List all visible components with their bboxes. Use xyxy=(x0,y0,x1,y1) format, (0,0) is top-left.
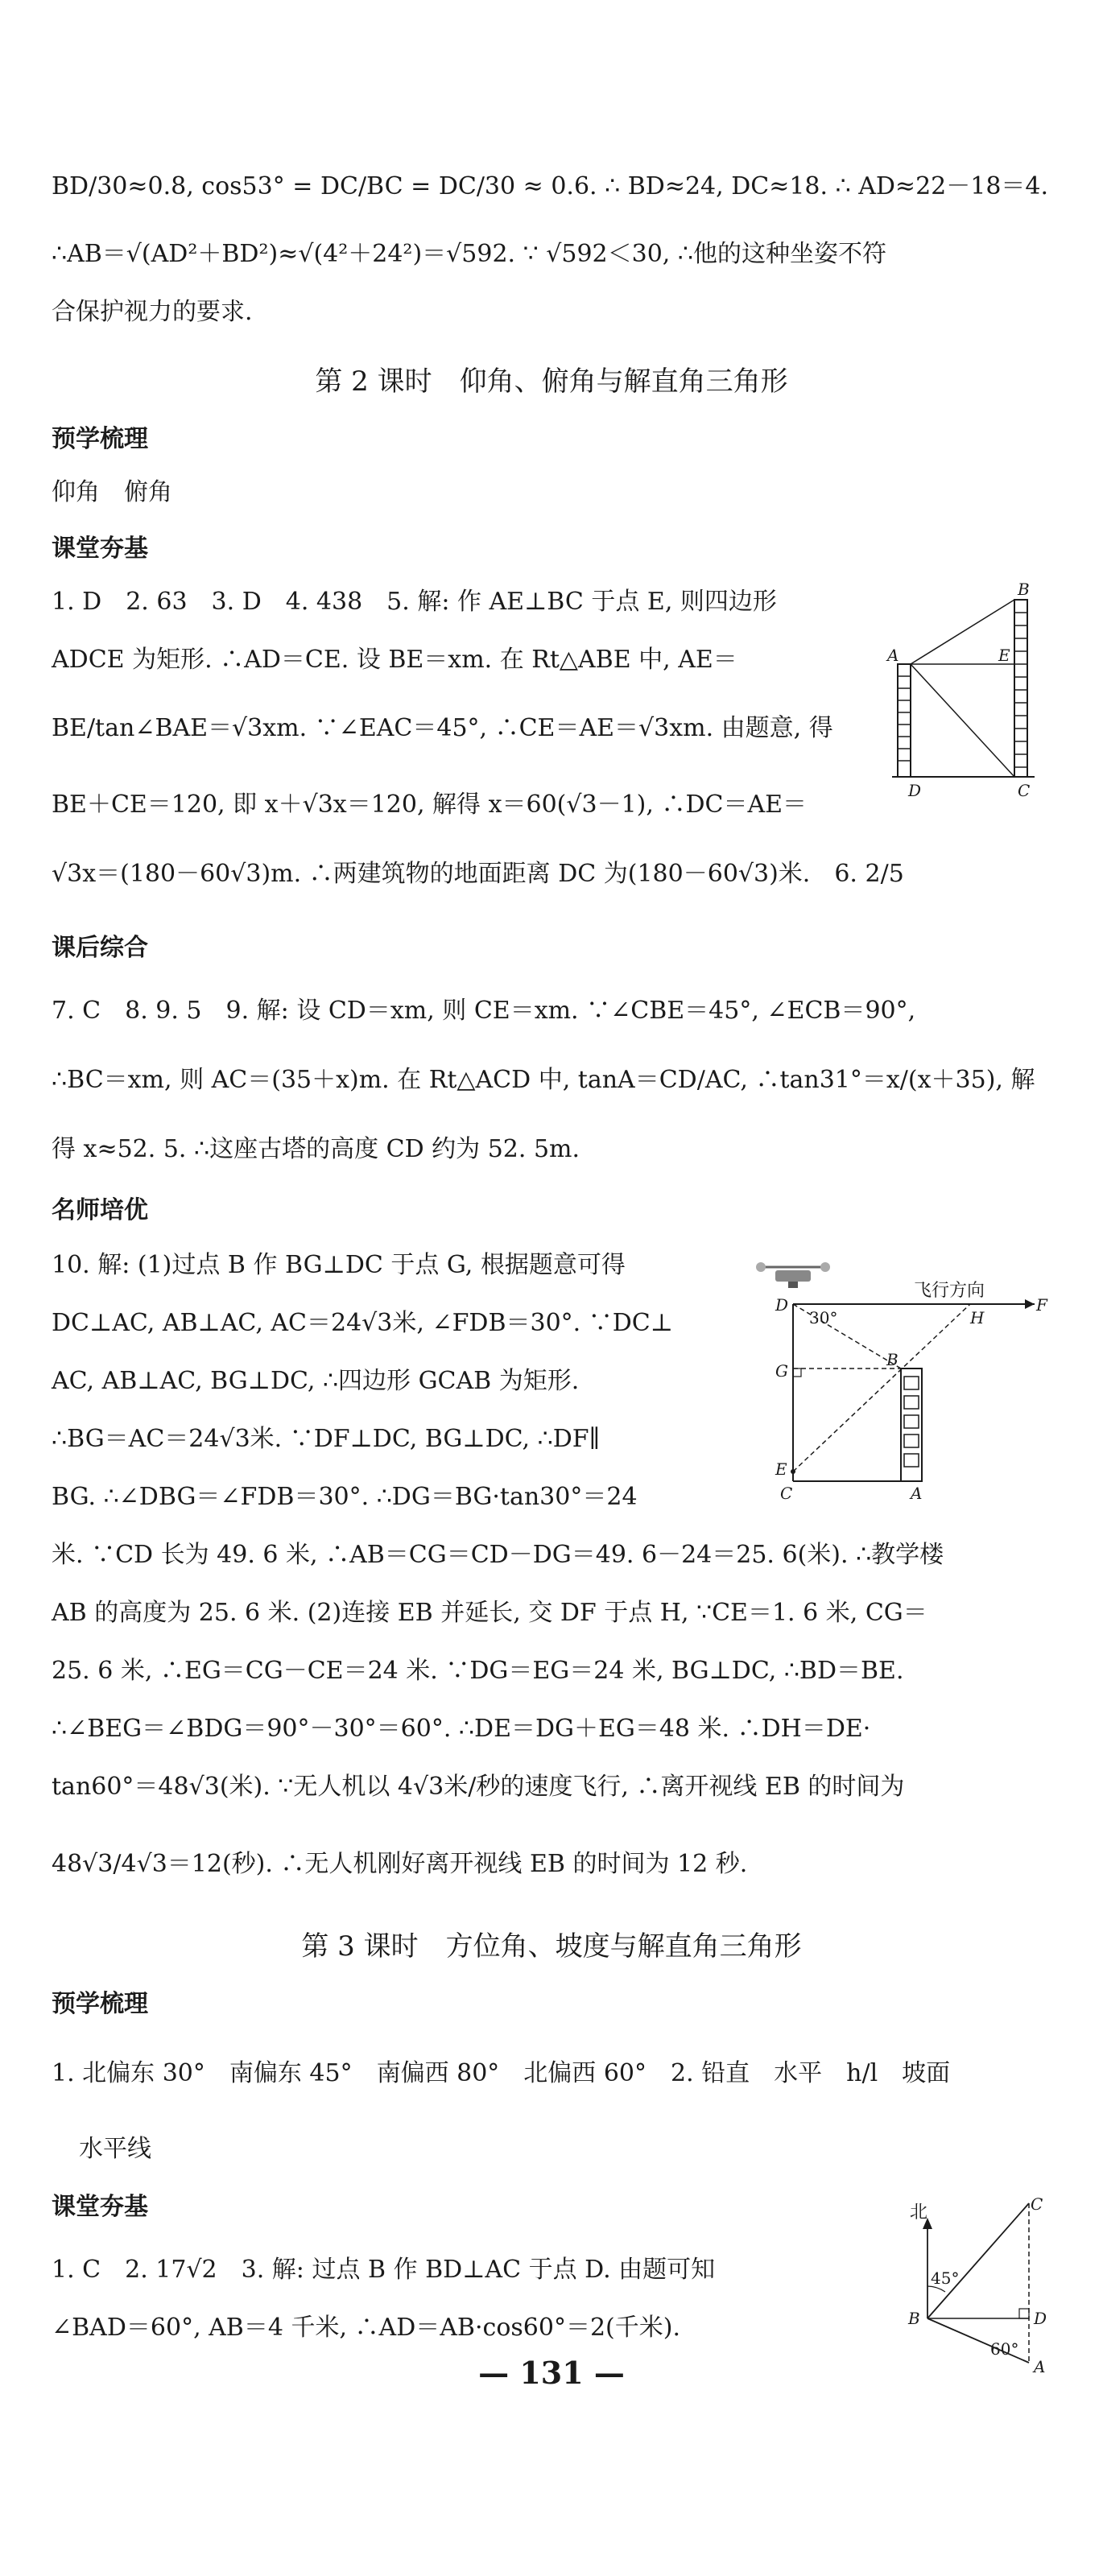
point-label: H xyxy=(970,1308,985,1327)
section-heading: 课堂夯基 xyxy=(52,535,148,563)
point-label: E xyxy=(998,646,1010,665)
text-line: 1. C 2. 17√2 3. 解: 过点 B 作 BD⊥AC 于点 D. 由题可知 xyxy=(52,2256,716,2284)
text-line: ∠BAD＝60°, AB＝4 千米, ∴AD＝AB·cos60°＝2(千米). xyxy=(52,2314,680,2342)
point-label: B xyxy=(886,1350,899,1369)
text-line: BE＋CE＝120, 即 x＋√3x＝120, 解得 x＝60(√3－1), ∴DC＝AE＝ xyxy=(52,791,808,819)
section-heading: 课后综合 xyxy=(52,934,148,962)
point-label: B xyxy=(908,2309,920,2328)
section-heading: 课堂夯基 xyxy=(52,2193,148,2221)
text-line: BD/30≈0.8, cos53° = DC/BC = DC/30 ≈ 0.6. ∴ BD≈24, DC≈18. ∴ AD≈22－18＝4. xyxy=(52,172,1049,200)
text-line: 48√3/4√3＝12(秒). ∴无人机刚好离开视线 EB 的时间为 12 秒. xyxy=(52,1850,748,1878)
text-line: BE/tan∠BAE＝√3xm. ∵∠EAC＝45°, ∴CE＝AE＝√3xm. 由题意, 得 xyxy=(52,714,833,742)
text-line: 10. 解: (1)过点 B 作 BG⊥DC 于点 G, 根据题意可得 xyxy=(52,1251,626,1279)
point-label: B xyxy=(1018,580,1030,599)
point-label: A xyxy=(911,1484,923,1503)
text-line: ∴AB＝√(AD²＋BD²)≈√(4²＋24²)＝√592. ∵ √592＜30, ∴他的这种坐姿不符 xyxy=(52,240,886,268)
direction-label: 飞行方向 xyxy=(914,1281,985,1301)
text-line: DC⊥AC, AB⊥AC, AC＝24√3米, ∠FDB＝30°. ∵DC⊥ xyxy=(52,1309,673,1337)
text-line: AB 的高度为 25. 6 米. (2)连接 EB 并延长, 交 DF 于点 H, ∵CE＝1. 6 米, CG＝ xyxy=(52,1599,927,1627)
text-line: BG. ∴∠DBG＝∠FDB＝30°. ∴DG＝BG·tan30°＝24 xyxy=(52,1483,638,1511)
point-label: D xyxy=(775,1295,789,1315)
figure-buildings xyxy=(886,580,1055,809)
section-heading: 名师培优 xyxy=(52,1196,148,1224)
text-line: ∴∠BEG＝∠BDG＝90°－30°＝60°. ∴DE＝DG＋EG＝48 米. ∴DH＝DE· xyxy=(52,1715,871,1743)
text-line: ∴BG＝AC＝24√3米. ∵DF⊥DC, BG⊥DC, ∴DF∥ xyxy=(52,1425,601,1453)
angle-label: 45° xyxy=(931,2268,960,2288)
point-label: G xyxy=(775,1361,788,1381)
point-label: C xyxy=(1031,2194,1043,2214)
text-line: ∴BC＝xm, 则 AC＝(35＋x)m. 在 Rt△ACD 中, tanA＝CD/AC, ∴tan31°＝x/(x＋35), 解 xyxy=(52,1066,1035,1094)
text-line: 25. 6 米, ∴EG＝CG－CE＝24 米. ∵DG＝EG＝24 米, BG⊥DC, ∴BD＝BE. xyxy=(52,1657,904,1685)
north-label: 北 xyxy=(910,2202,928,2223)
lesson-heading: 第 2 课时 仰角、俯角与解直角三角形 xyxy=(315,365,788,398)
text-line: 米. ∵CD 长为 49. 6 米, ∴AB＝CG＝CD－DG＝49. 6－24＝25. 6(米). ∴教学楼 xyxy=(52,1541,944,1569)
section-heading: 预学梳理 xyxy=(52,425,148,453)
figure-bearing xyxy=(886,2194,1059,2379)
point-label: C xyxy=(780,1484,793,1503)
point-label: D xyxy=(908,781,922,800)
point-label: D xyxy=(1034,2309,1047,2328)
text-line: tan60°＝48√3(米). ∵无人机以 4√3米/秒的速度飞行, ∴离开视线 EB 的时间为 xyxy=(52,1773,905,1801)
text-line: 合保护视力的要求. xyxy=(52,298,253,326)
text-line: AC, AB⊥AC, BG⊥DC, ∴四边形 GCAB 为矩形. xyxy=(52,1367,580,1395)
point-label: A xyxy=(887,646,899,665)
text-line: 得 x≈52. 5. ∴这座古塔的高度 CD 约为 52. 5m. xyxy=(52,1135,580,1163)
lesson-heading: 第 3 课时 方位角、坡度与解直角三角形 xyxy=(301,1930,802,1963)
point-label: A xyxy=(1034,2357,1046,2376)
point-label: C xyxy=(1018,781,1031,800)
page-number-left-dash: — xyxy=(478,2355,510,2391)
text-line: 7. C 8. 9. 5 9. 解: 设 CD＝xm, 则 CE＝xm. ∵∠CBE＝45°, ∠ECB＝90°, xyxy=(52,997,916,1025)
building-left xyxy=(898,664,911,777)
building-right xyxy=(1014,600,1027,777)
point-label: E xyxy=(775,1459,787,1479)
text-line: 1. D 2. 63 3. D 4. 438 5. 解: 作 AE⊥BC 于点 E, 则四边形 xyxy=(52,588,777,616)
page-number-right-dash: — xyxy=(593,2355,625,2391)
text-line: 水平线 xyxy=(79,2135,151,2163)
page-number-value: 131 xyxy=(519,2355,584,2391)
angle-label: 30° xyxy=(809,1308,838,1327)
angle-label: 60° xyxy=(990,2339,1019,2359)
section-heading: 预学梳理 xyxy=(52,1990,148,2018)
figure-drone xyxy=(729,1256,1047,1505)
text-line: ADCE 为矩形. ∴AD＝CE. 设 BE＝xm. 在 Rt△ABE 中, AE＝ xyxy=(52,646,737,674)
text-line: √3x＝(180－60√3)m. ∴两建筑物的地面距离 DC 为(180－60√3)米. 6. 2/5 xyxy=(52,860,904,888)
drone-icon xyxy=(756,1262,830,1288)
text-line: 仰角 俯角 xyxy=(52,478,172,506)
text-line: 1. 北偏东 30° 南偏东 45° 南偏西 80° 北偏西 60° 2. 铅直 水平 h/l 坡面 xyxy=(52,2059,951,2087)
point-label: F xyxy=(1036,1295,1047,1315)
